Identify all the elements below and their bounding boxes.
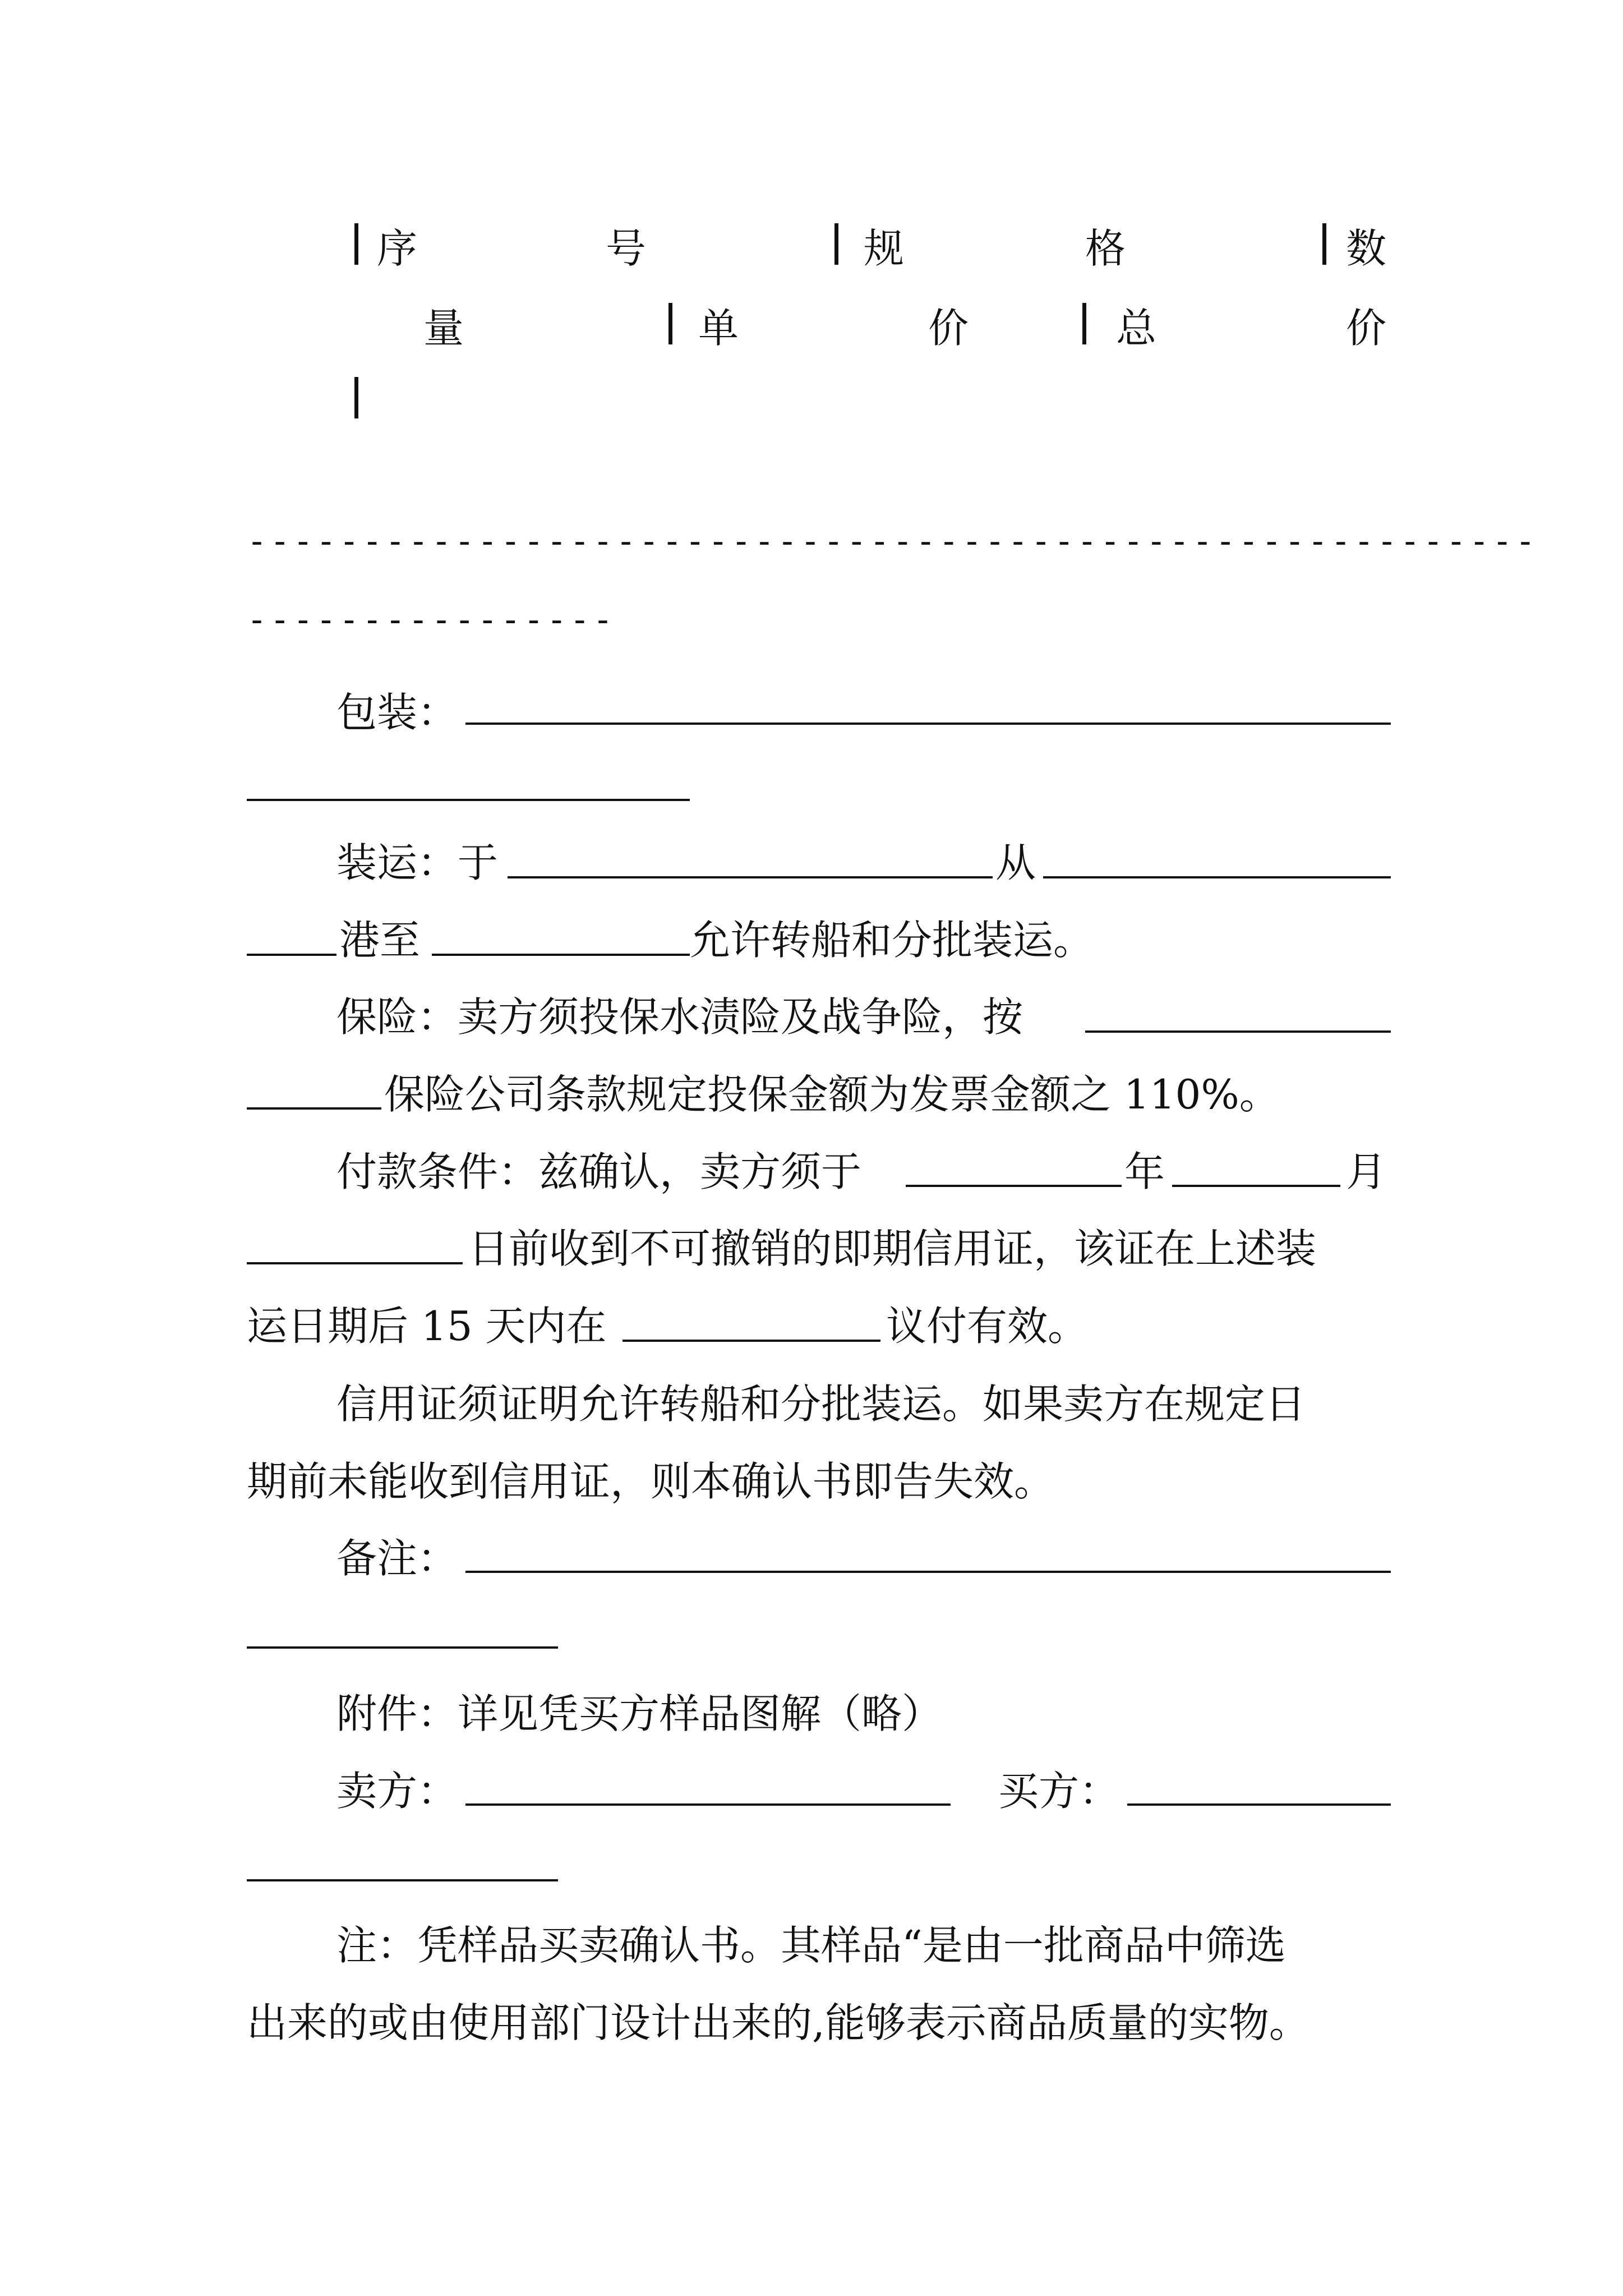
- table-border: [834, 223, 838, 265]
- payment-text: 付款条件：兹确认，卖方须于: [336, 1148, 862, 1195]
- lc-clause: 信用证须证明允许转船和分批装运。如果卖方在规定日: [336, 1381, 1306, 1428]
- insurance-text: 保险公司条款规定投保金额为发票金额之 110%。: [384, 1071, 1280, 1118]
- header-total-price-1: 总: [1116, 305, 1157, 352]
- table-border: [1322, 223, 1326, 265]
- payment-text: 运日期后 15 天内在: [247, 1303, 607, 1350]
- shipment-port-blank[interactable]: [247, 954, 336, 956]
- payment-text: 日前收到不可撤销的即期信用证，该证在上述装: [468, 1225, 1317, 1272]
- buyer-label: 买方：: [998, 1768, 1120, 1815]
- header-seq-2: 号: [606, 225, 647, 272]
- dashed-separator: --------------------------------------------------------: [247, 522, 1538, 561]
- buyer-signature-blank[interactable]: [247, 1879, 558, 1881]
- table-border: [1082, 303, 1086, 344]
- packing-blank[interactable]: [247, 799, 690, 801]
- header-total-price-2: 价: [1346, 305, 1387, 352]
- shipment-from: 从: [995, 839, 1036, 886]
- payment-text: 议付有效。: [886, 1303, 1089, 1350]
- insurance-text: 保险：卖方须投保水渍险及战争险，按: [336, 993, 1023, 1041]
- buyer-signature-blank[interactable]: [1127, 1803, 1391, 1806]
- shipment-label: 装运：于: [336, 839, 499, 886]
- shipment-destination-blank[interactable]: [432, 954, 690, 956]
- payment-place-blank[interactable]: [623, 1340, 880, 1342]
- payment-month-blank[interactable]: [1172, 1185, 1340, 1187]
- header-unit-price-2: 价: [928, 305, 969, 352]
- header-spec-2: 格: [1085, 225, 1126, 272]
- header-seq-1: 序: [377, 225, 418, 272]
- lc-clause: 期前未能收到信用证，则本确认书即告失效。: [247, 1458, 1055, 1505]
- table-border: [668, 303, 672, 344]
- seller-signature-blank[interactable]: [465, 1803, 951, 1806]
- remarks-blank[interactable]: [247, 1646, 558, 1649]
- packing-blank[interactable]: [465, 723, 1391, 725]
- header-unit-price-1: 单: [698, 305, 739, 352]
- note-text: 注：凭样品买卖确认书。其样品“是由一批商品中筛选: [336, 1922, 1286, 1969]
- table-border: [354, 377, 358, 418]
- remarks-label: 备注：: [336, 1535, 458, 1582]
- table-border: [354, 223, 358, 265]
- header-qty-1: 数: [1346, 225, 1387, 272]
- note-text: 出来的或由使用部门设计出来的,能够表示商品质量的实物。: [247, 1999, 1310, 2046]
- shipment-tail: 允许转船和分批装运。: [690, 917, 1094, 964]
- payment-year: 年: [1124, 1148, 1165, 1195]
- header-spec-1: 规: [864, 225, 905, 272]
- payment-month: 月: [1346, 1148, 1387, 1195]
- shipment-port-blank[interactable]: [1043, 876, 1391, 878]
- packing-label: 包装：: [336, 689, 458, 736]
- insurance-company-blank[interactable]: [1085, 1030, 1391, 1033]
- dashed-separator: ----------------: [247, 600, 616, 639]
- header-qty-2: 量: [423, 305, 464, 352]
- seller-label: 卖方：: [336, 1768, 458, 1815]
- attachment-text: 附件：详见凭买方样品图解（略）: [336, 1690, 943, 1737]
- shipment-date-blank[interactable]: [508, 876, 993, 878]
- payment-year-blank[interactable]: [906, 1185, 1122, 1187]
- insurance-company-blank[interactable]: [247, 1107, 381, 1110]
- remarks-blank[interactable]: [465, 1571, 1391, 1573]
- payment-day-blank[interactable]: [247, 1262, 463, 1264]
- shipment-port-to: 港至: [339, 917, 421, 964]
